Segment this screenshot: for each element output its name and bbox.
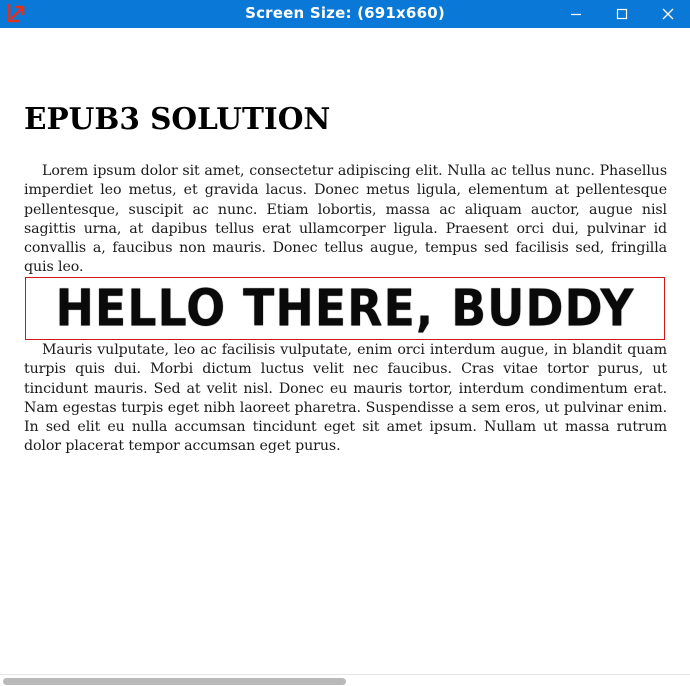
close-button[interactable] bbox=[645, 0, 690, 28]
title-bar bbox=[0, 0, 690, 28]
banner-text: HELLO THERE, BUDDY bbox=[55, 278, 635, 338]
scrollbar-thumb[interactable] bbox=[3, 678, 346, 685]
document-viewport bbox=[0, 28, 690, 674]
maximize-button[interactable] bbox=[599, 0, 645, 28]
minimize-button[interactable] bbox=[553, 0, 599, 28]
window-title: Screen Size: (691x660) bbox=[245, 4, 445, 22]
hello-banner-image bbox=[25, 277, 665, 340]
paragraph-1: Lorem ipsum dolor sit amet, consectetur adipiscing elit. Nulla ac tellus nunc. Phasellus imperdiet leo metus, et gravida lacus. Donec metus ligula, elementum at pellentesque pellentesque, suscipit ac nunc. Etiam lobortis, massa ac aliquam auctor, augue nisl sagittis urna, at dapibus tellus erat ullamcorper ligula. Praesent orci dui, pulvinar id convallis a, faucibus non mauris. Donec tellus augue, tempus sed facilisis sed, fringilla quis leo. bbox=[24, 163, 667, 276]
document-heading: EPUB3 SOLUTION bbox=[24, 101, 331, 136]
horizontal-scrollbar[interactable] bbox=[0, 674, 690, 686]
maximize-icon bbox=[616, 8, 628, 20]
minimize-icon bbox=[570, 8, 582, 20]
close-icon bbox=[662, 8, 674, 20]
paragraph-2: Mauris vulputate, leo ac facilisis vulputate, enim orci interdum augue, in blandit quam turpis quis dui. Morbi dictum luctus velit nec faucibus. Cras vitae tortor purus, ut tincidunt mauris. Sed at velit nisl. Donec eu mauris tortor, interdum condimentum erat. Nam egestas turpis eget nibh laoreet pharetra. Suspendisse a sem eros, ut pulvinar enim. In sed elit eu nulla accumsan tincidunt eget sit amet ipsum. Nullam ut massa rutrum dolor placerat tempor accumsan eget purus. bbox=[24, 342, 667, 455]
